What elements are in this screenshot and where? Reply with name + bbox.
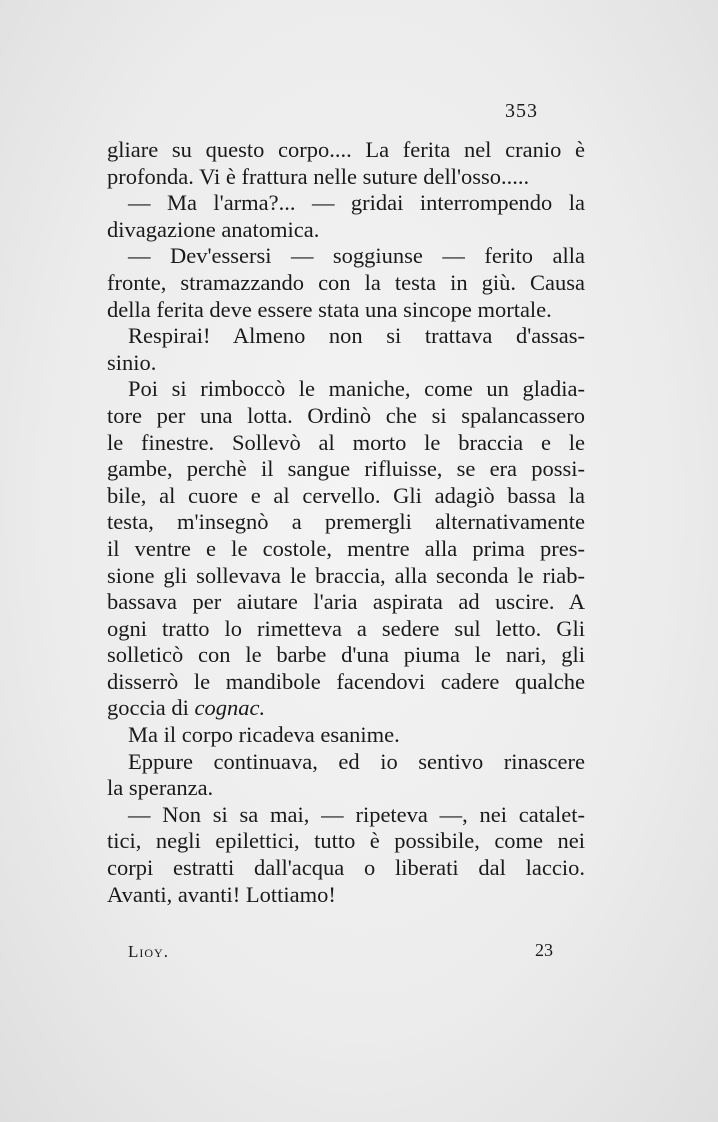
text-line <box>107 217 585 244</box>
text-line-content: gambe, perchè il sangue rifluisse, se era possi- <box>107 456 585 482</box>
text-line-content: sinio. <box>107 349 157 375</box>
text-line-content: fronte, stramazzando con la testa in giù. Causa <box>107 269 585 295</box>
text-line-content: profonda. Vi è frattura nelle suture dell'osso..... <box>107 163 530 189</box>
text-line <box>107 563 585 590</box>
text-line <box>107 270 585 297</box>
page-number: 353 <box>505 100 538 122</box>
text-line-content: corpi estratti dall'acqua o liberati dal laccio. <box>107 855 585 881</box>
text-line-content: bassava per aiutare l'aria aspirata ad uscire. A <box>107 589 585 615</box>
signature-number: 23 <box>535 940 553 960</box>
printer-signature: Lioy. <box>128 942 169 961</box>
text-line-content: Eppure continuava, ed io sentivo rinascere <box>128 748 585 774</box>
text-line <box>107 828 585 855</box>
text-line-content: — Non si sa mai, — ripeteva —, nei catalet- <box>128 801 585 827</box>
body-text <box>107 137 585 908</box>
text-line-content: — Dev'essersi — soggiunse — ferito alla <box>128 243 585 269</box>
text-line <box>107 430 585 457</box>
text-line-content: Ma il corpo ricadeva esanime. <box>128 722 400 748</box>
text-line-content: solleticò con le barbe d'una piuma le nari, gli <box>107 642 585 668</box>
text-line <box>107 749 585 776</box>
text-line <box>107 669 585 696</box>
text-line <box>107 376 585 403</box>
text-line <box>107 775 585 802</box>
text-line-content: gliare su questo corpo.... La ferita nel cranio è <box>107 137 585 162</box>
text-line <box>107 137 585 164</box>
text-line-content: divagazione anatomica. <box>107 216 320 242</box>
text-line <box>107 243 585 270</box>
text-line <box>107 190 585 217</box>
text-line-content: le finestre. Sollevò al morto le braccia e le <box>107 429 585 455</box>
text-line-content: Avanti, avanti! Lottiamo! <box>107 881 336 907</box>
text-line <box>107 536 585 563</box>
text-line <box>107 802 585 829</box>
text-line <box>107 722 585 749</box>
text-line <box>107 483 585 510</box>
text-line-content: sione gli sollevava le braccia, alla seconda le riab- <box>107 562 585 588</box>
text-line-content: Poi si rimboccò le maniche, come un gladia- <box>128 376 585 402</box>
text-line-content: tore per una lotta. Ordinò che si spalancassero <box>107 402 585 428</box>
text-line-content: la speranza. <box>107 775 214 801</box>
text-line <box>107 695 585 722</box>
text-line-content: disserrò le mandibole facendovi cadere qualche <box>107 668 585 694</box>
text-line <box>107 642 585 669</box>
text-line-content: Respirai! Almeno non si trattava d'assas- <box>128 323 585 349</box>
text-line <box>107 350 585 377</box>
text-line <box>107 456 585 483</box>
text-line-content: — Ma l'arma?... — gridai interrompendo la <box>128 190 585 216</box>
text-line-content: della ferita deve essere stata una sincope mortale. <box>107 296 552 322</box>
text-line <box>107 882 585 909</box>
italic-word: cognac. <box>194 695 266 721</box>
text-line <box>107 323 585 350</box>
text-line <box>107 297 585 324</box>
text-line-content: goccia di <box>107 695 195 721</box>
text-line <box>107 509 585 536</box>
text-line-content: ogni tratto lo rimetteva a sedere sul letto. Gli <box>107 615 585 641</box>
text-line-content: bile, al cuore e al cervello. Gli adagiò bassa la <box>107 482 585 508</box>
text-line <box>107 164 585 191</box>
text-line-content: il ventre e le costole, mentre alla prima pres- <box>107 535 585 561</box>
text-line <box>107 589 585 616</box>
text-line <box>107 855 585 882</box>
text-line <box>107 403 585 430</box>
text-line-content: tici, negli epilettici, tutto è possibile, come nei <box>107 828 585 854</box>
text-line-content: testa, m'insegnò a premergli alternativamente <box>107 509 585 535</box>
text-line <box>107 616 585 643</box>
